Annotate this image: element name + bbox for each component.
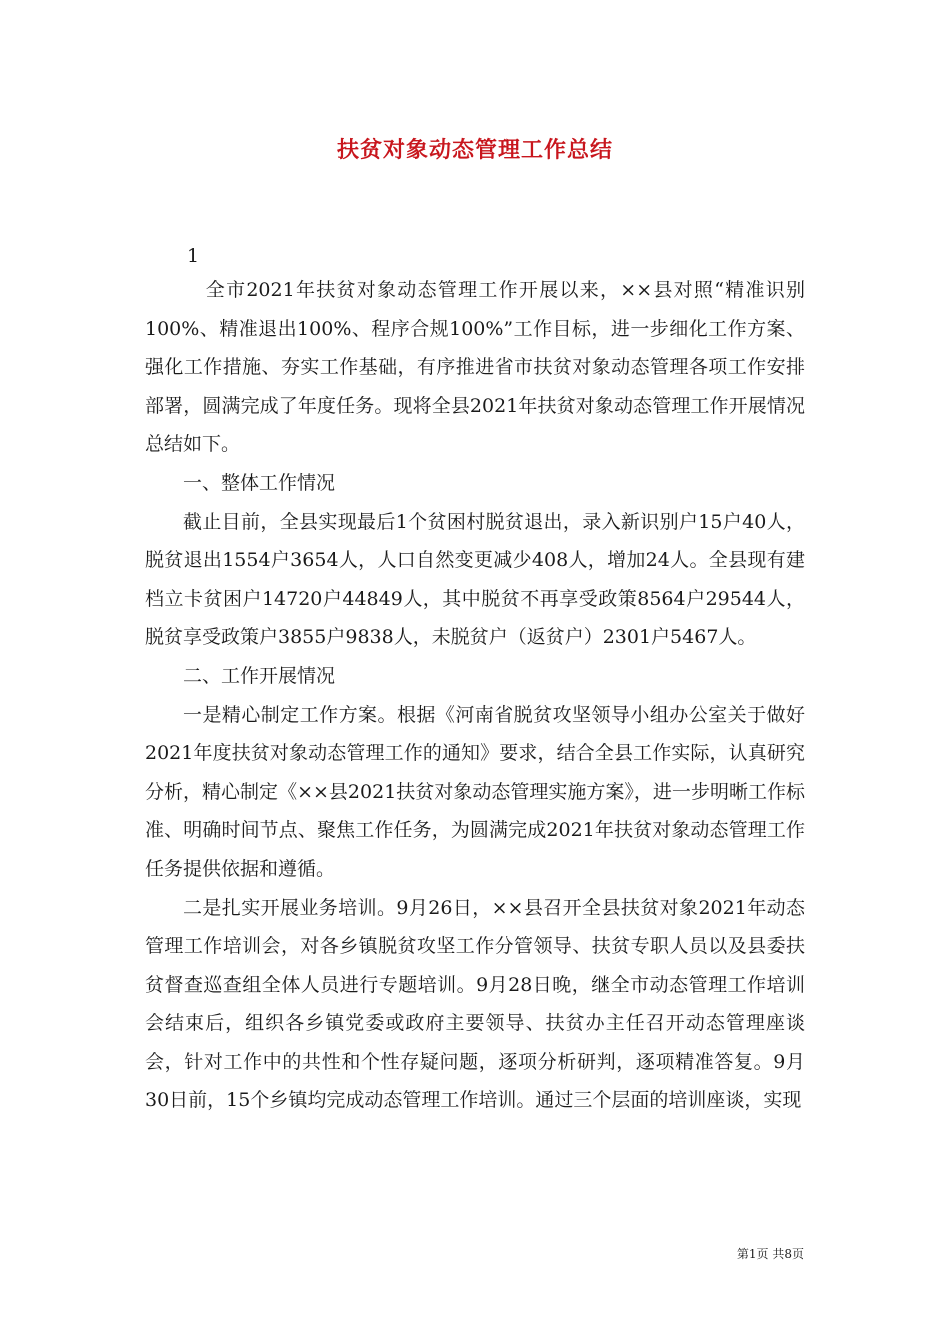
page-number: 第1页 共8页	[736, 1247, 804, 1261]
paragraph-intro: 全市2021年扶贫对象动态管理工作开展以来，××县对照“精准识别100%、精准退出100%、程序合规100%”工作目标，进一步细化工作方案、强化工作措施、夯实工作基础，有序推进省市扶贫对象动态管理各项工作安排部署，圆满完成了年度任务。现将全县2021年扶贫对象动态管理工作开展情况总结如下。	[145, 279, 805, 456]
heading-overall: 一、整体工作情况	[183, 471, 336, 494]
paragraph-overall: 截止目前，全县实现最后1个贫困村脱贫退出，录入新识别户15户40人，脱贫退出1554户3654人，人口自然变更减少408人，增加24人。全县现有建档立卡贫困户14720户44849人，其中脱贫不再享受政策8564户29544人，脱贫享受政策户3855户9838人，未脱贫户（返贫户）2301户5467人。	[145, 510, 805, 649]
heading-progress: 二、工作开展情况	[183, 664, 336, 687]
paragraph-training: 二是扎实开展业务培训。9月26日，××县召开全县扶贫对象2021年动态管理工作培训会，对各乡镇脱贫攻坚工作分管领导、扶贫专职人员以及县委扶贫督查巡查组全体人员进行专题培训。9月28日晚，继全市动态管理工作培训会结束后，组织各乡镇党委或政府主要领导、扶贫办主任召开动态管理座谈会，针对工作中的共性和个性存疑问题，逐项分析研判，逐项精准答复。9月30日前，15个乡镇均完成动态管理工作培训。通过三个层面的培训座谈，实现	[145, 896, 805, 1112]
document-title: 扶贫对象动态管理工作总结	[336, 137, 613, 163]
paragraph-plan: 一是精心制定工作方案。根据《河南省脱贫攻坚领导小组办公室关于做好2021年度扶贫对象动态管理工作的通知》要求，结合全县工作实际，认真研究分析，精心制定《××县2021扶贫对象动态管理实施方案》，进一步明晰工作标准、明确时间节点、聚焦工作任务，为圆满完成2021年扶贫对象动态管理工作任务提供依据和遵循。	[145, 703, 805, 880]
document-body	[145, 271, 805, 1120]
section-marker: 1	[187, 245, 200, 267]
